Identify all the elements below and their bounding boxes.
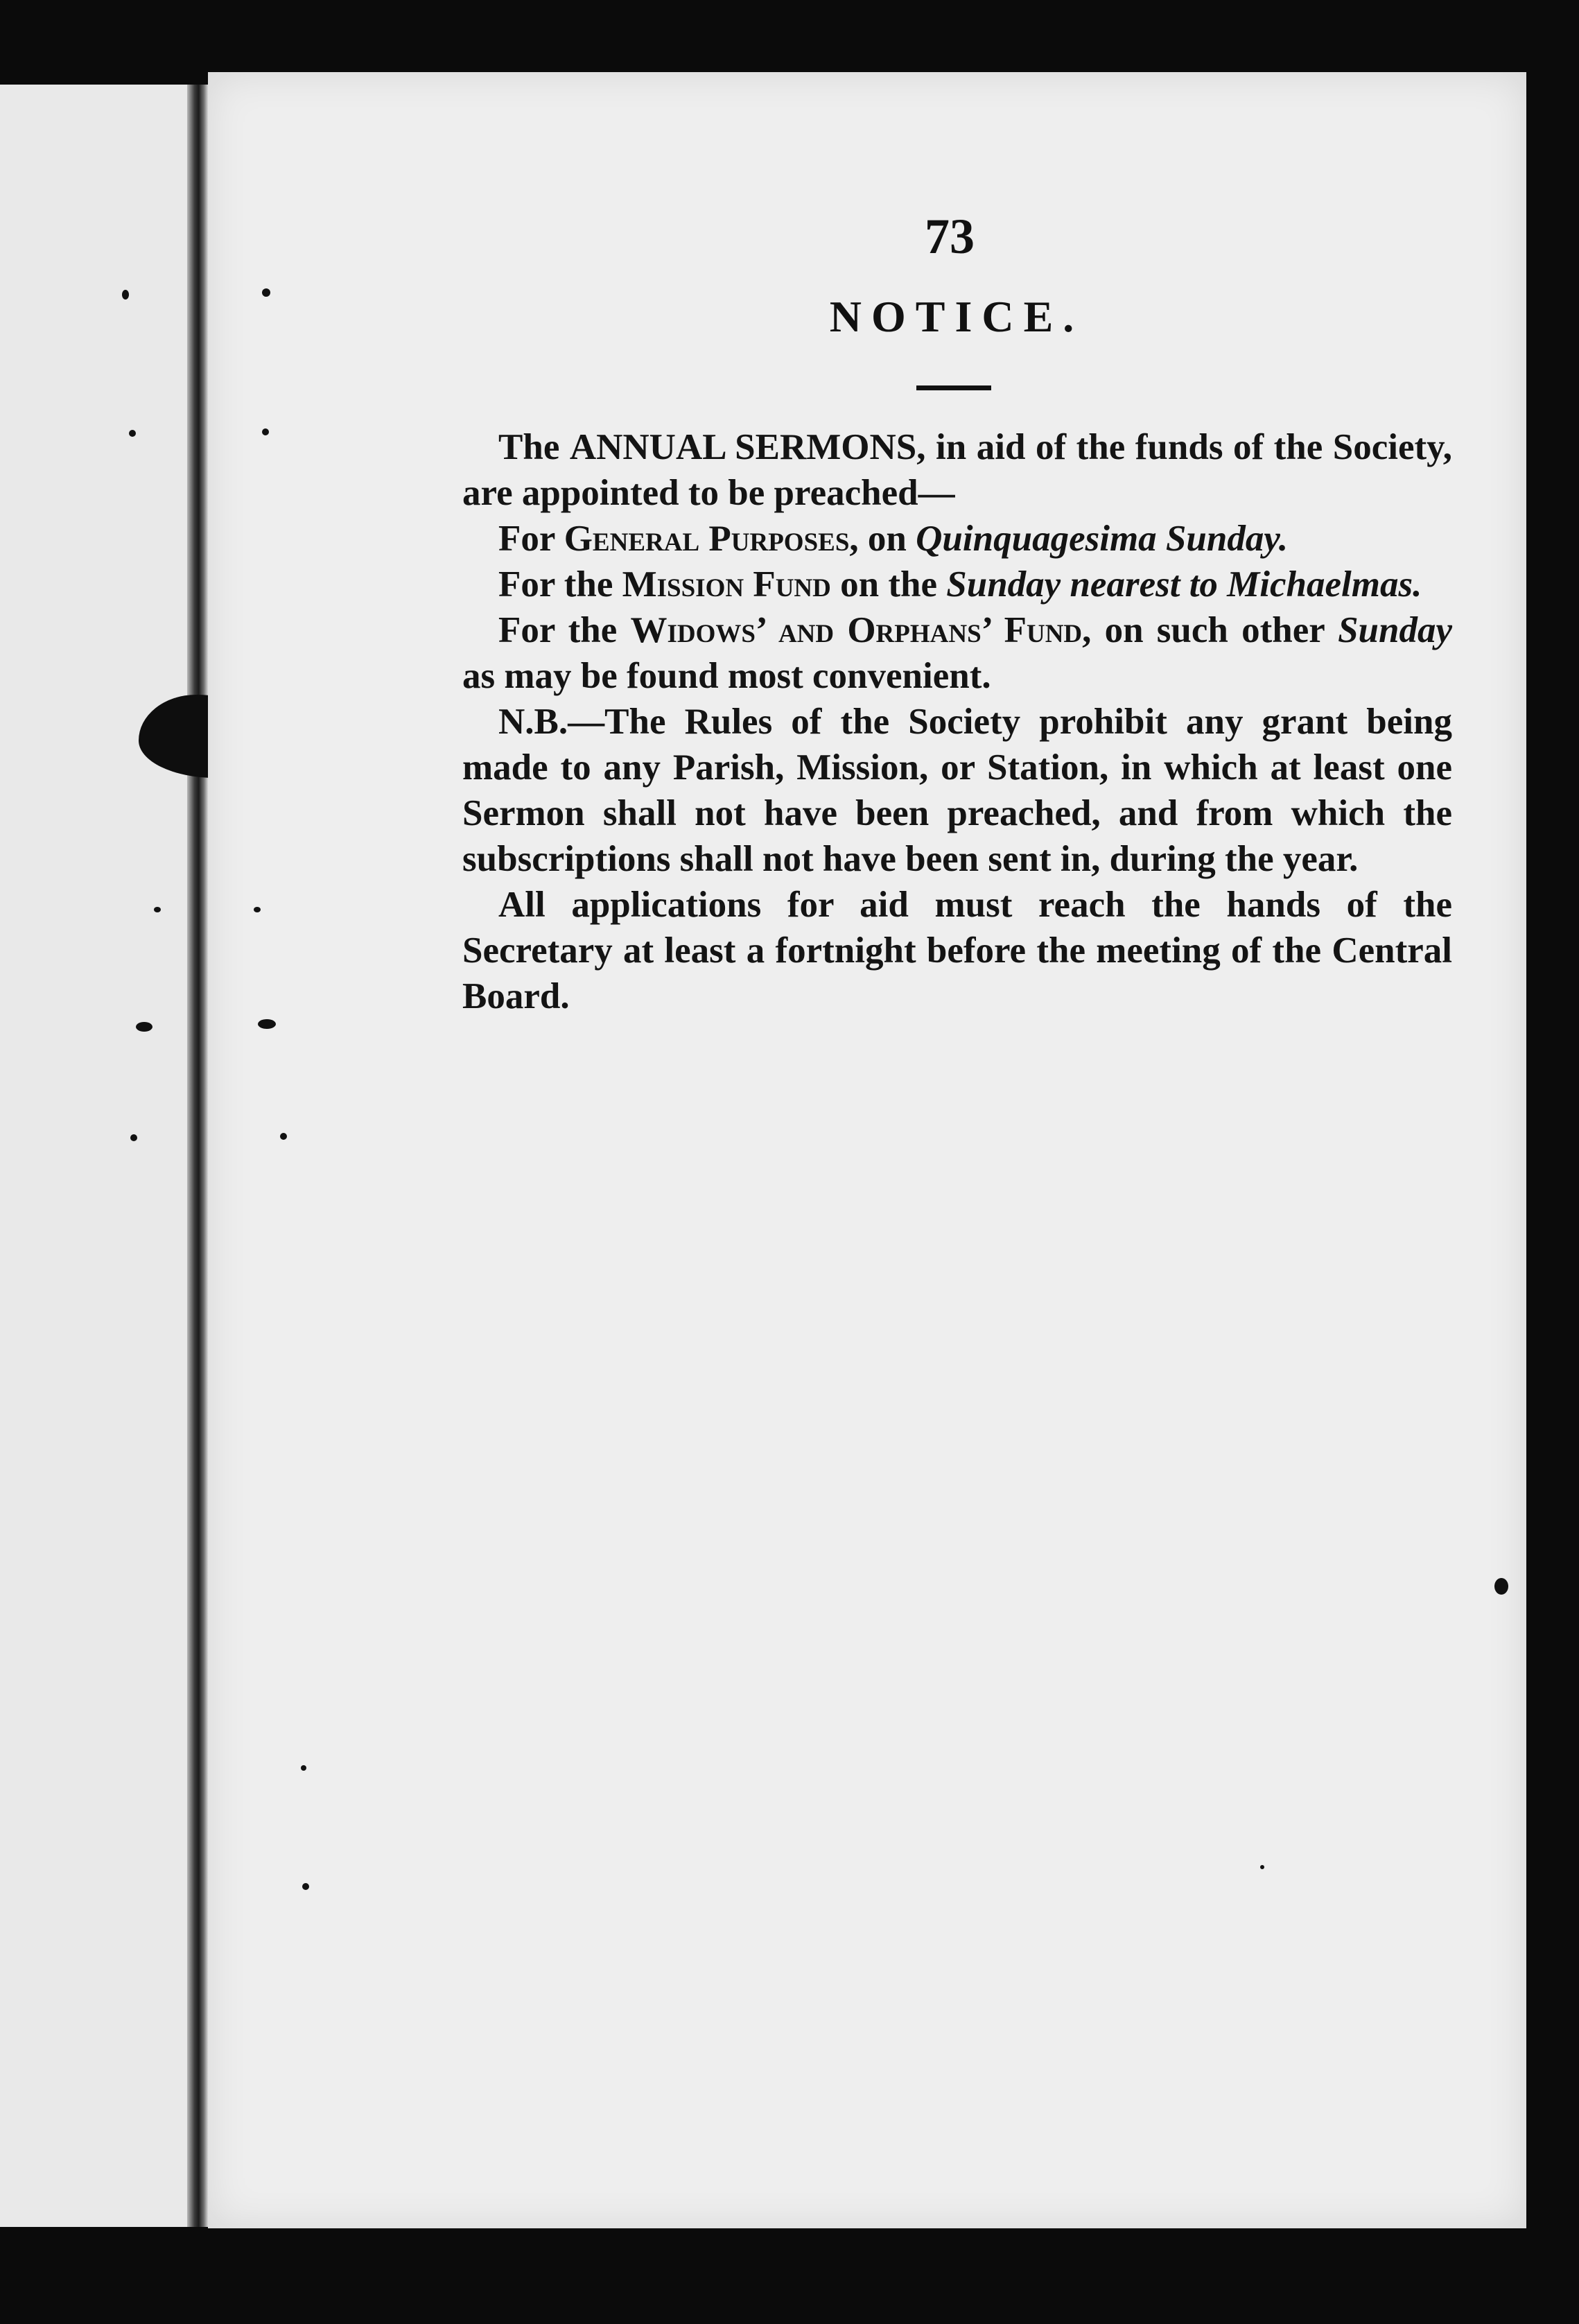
notice-heading: NOTICE.: [829, 292, 1084, 341]
print-speck: [302, 1883, 309, 1890]
print-speck: [1260, 1865, 1264, 1869]
notice-body: [462, 424, 1452, 1019]
sunday-name: Sunday: [1338, 610, 1453, 650]
print-speck: [1494, 1578, 1508, 1595]
text-span: , on: [849, 519, 916, 559]
print-speck: [262, 288, 270, 297]
print-speck: [262, 428, 269, 435]
book-gutter: [187, 85, 208, 2227]
paragraph-rules-note: N.B.—The Rules of the Society prohibit any grant being made to any Parish, Mission, or Station, in which at least one Sermon shall not have been preached, and from which the subscriptions shall not have been sent in, during the year.: [462, 702, 1452, 879]
text-span: as may be found most convenient.: [462, 656, 991, 696]
heading-rule: [916, 385, 991, 390]
paragraph-mission-fund: [462, 562, 1452, 607]
fund-name-widows-orphans: Widows’ and Orphans’ Fund: [630, 610, 1083, 650]
paragraph-widows-orphans-fund: [462, 607, 1452, 699]
facing-page-edge: [0, 85, 195, 2227]
document-page: [208, 72, 1526, 2228]
sunday-name: Quinquagesima Sunday.: [916, 519, 1289, 559]
text-span: , in aid of the funds of the Society, are appointed to be preached—: [462, 427, 1452, 513]
print-speck: [301, 1765, 306, 1771]
text-span: , on such other: [1082, 610, 1338, 650]
fund-name-general: General Purposes: [564, 519, 850, 559]
page-number: 73: [925, 209, 975, 264]
print-speck: [130, 1134, 137, 1141]
paragraph-applications: All applications for aid must reach the hands of the Secretary at least a fortnight before the meeting of the Central Board.: [462, 885, 1452, 1016]
print-speck: [136, 1022, 152, 1032]
print-speck: [258, 1019, 276, 1029]
paragraph-annual-sermons: [462, 424, 1452, 516]
text-span: The: [498, 427, 570, 467]
print-speck: [129, 430, 136, 437]
text-span: For the: [498, 564, 622, 605]
print-speck: [122, 290, 129, 300]
emphasis-annual-sermons: ANNUAL SERMONS: [569, 427, 917, 467]
text-span: For: [498, 519, 564, 559]
print-speck: [280, 1133, 287, 1140]
print-speck: [154, 907, 161, 912]
sunday-name: Sunday nearest to Michaelmas.: [946, 564, 1422, 605]
print-speck: [254, 907, 261, 912]
fund-name-mission: Mission Fund: [622, 564, 831, 605]
text-span: For the: [498, 610, 631, 650]
text-span: on the: [830, 564, 947, 605]
paragraph-general-purposes: [462, 516, 1452, 562]
